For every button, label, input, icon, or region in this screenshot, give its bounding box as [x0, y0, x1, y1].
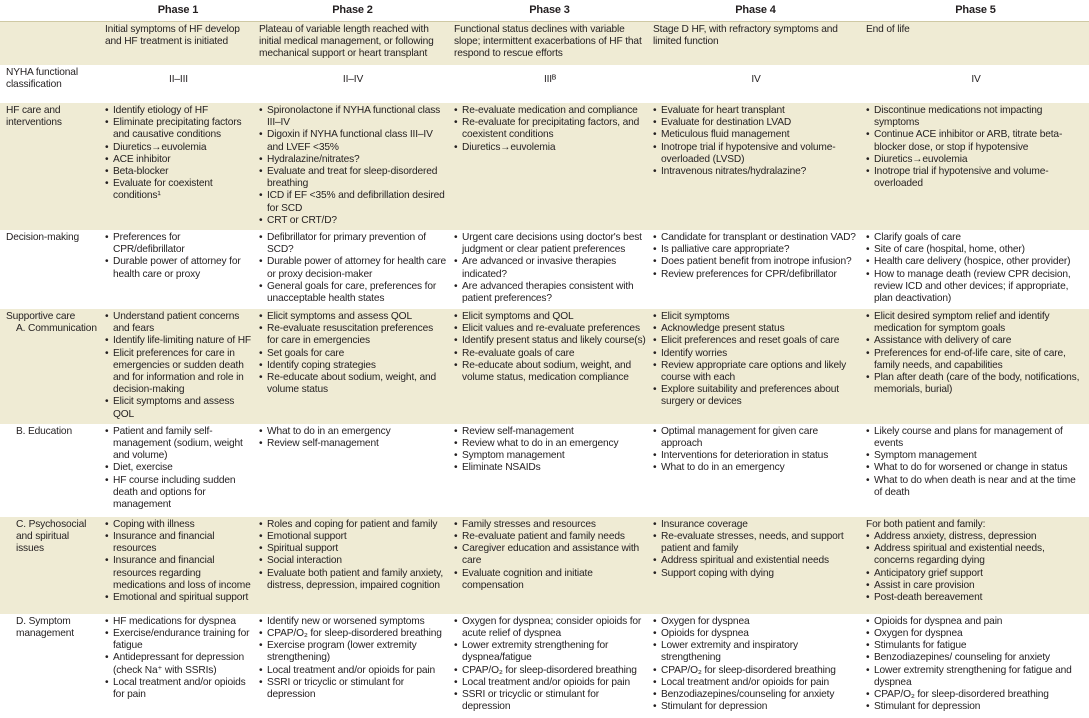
bullet-item: • Re-educate about sodium, weight, and volume status, medication compliance [454, 360, 646, 384]
bullet-item: • Family stresses and resources [454, 519, 646, 531]
bullet-item: • Opioids for dyspnea [653, 628, 859, 640]
bullet-item: • Spiritual support [259, 543, 447, 555]
bullet-list [454, 311, 646, 384]
bullet-list [653, 105, 859, 178]
bullet-item: • Roles and coping for patient and family [259, 519, 447, 531]
bullet-list [105, 105, 252, 203]
phase-header: Phase 3 [450, 0, 649, 22]
bullet-item: • Assist in care provision [866, 580, 1086, 592]
bullet-item: • Is palliative care appropriate? [653, 244, 859, 256]
bullet-item: • Lower extremity strengthening for dyspnea/fatigue [454, 640, 646, 664]
bullet-item: • Insurance and financial resources [105, 531, 252, 555]
bullet-cell [862, 424, 1089, 517]
nyha-class: IIIᴮ [450, 65, 649, 103]
bullet-item: • Does patient benefit from inotrope infusion? [653, 256, 859, 268]
bullet-item: • Exercise program (lower extremity strengthening) [259, 640, 447, 664]
bullet-item: • Identify etiology of HF [105, 105, 252, 117]
bullet-list [454, 519, 646, 592]
bullet-cell [450, 614, 649, 717]
bullet-cell [101, 614, 255, 717]
bullet-item: • Elicit values and re-evaluate preferences [454, 323, 646, 335]
bullet-item: • Inotrope trial if hypotensive and volume-overloaded (LVSD) [653, 142, 859, 166]
bullet-item: • Assistance with delivery of care [866, 335, 1086, 347]
bullet-list [866, 105, 1086, 190]
bullet-list [454, 616, 646, 714]
bullet-item: • Support coping with dying [653, 568, 859, 580]
bullet-item: • Local treatment and/or opioids for pain [105, 677, 252, 701]
bullet-item: • Diuretics→euvolemia [866, 154, 1086, 166]
bullet-item: • Local treatment and/or opioids for pain [653, 677, 859, 689]
symptom-row [0, 614, 1089, 717]
bullet-item: • Optimal management for given care approach [653, 426, 859, 450]
bullet-item: • HF course including sudden death and options for management [105, 475, 252, 512]
bullet-cell [255, 309, 450, 424]
nyha-class: IV [862, 65, 1089, 103]
bullet-item: • Likely course and plans for management of events [866, 426, 1086, 450]
bullet-item: • Durable power of attorney for health care or proxy [105, 256, 252, 280]
bullet-item: • Evaluate for heart transplant [653, 105, 859, 117]
bullet-item: • Clarify goals of care [866, 232, 1086, 244]
bullet-list [454, 105, 646, 154]
bullet-item: • Address spiritual and existential needs, concerns regarding dying [866, 543, 1086, 567]
phase-header-row [0, 0, 1089, 22]
stage-description-row [0, 22, 1089, 66]
bullet-cell [649, 517, 862, 614]
stage-description: Functional status declines with variable slope; intermittent exacerbations of HF that respond to rescue efforts [450, 22, 649, 66]
education-row [0, 424, 1089, 517]
bullet-item: • Eliminate NSAIDs [454, 462, 646, 474]
bullet-list [454, 232, 646, 305]
corner-cell [0, 0, 101, 22]
bullet-cell [255, 230, 450, 309]
bullet-item: • Symptom management [866, 450, 1086, 462]
care-row [0, 103, 1089, 230]
bullet-item: • Patient and family self-management (sodium, weight and volume) [105, 426, 252, 463]
bullet-item: • Stimulant for depression [866, 701, 1086, 713]
bullet-list [259, 426, 447, 450]
bullet-item: • Evaluate cognition and initiate compensation [454, 568, 646, 592]
bullet-item: • Eliminate precipitating factors and causative conditions [105, 117, 252, 141]
bullet-item: • Re-educate about sodium, weight, and volume status [259, 372, 447, 396]
bullet-item: • CRT or CRT/D? [259, 215, 447, 227]
bullet-item: • Elicit preferences and reset goals of care [653, 335, 859, 347]
bullet-item: • Identify present status and likely course(s) [454, 335, 646, 347]
row-label [0, 309, 101, 424]
bullet-list [866, 232, 1086, 305]
bullet-item: • Oxygen for dyspnea [653, 616, 859, 628]
bullet-cell [862, 230, 1089, 309]
bullet-item: • Address anxiety, distress, depression [866, 531, 1086, 543]
cell-intro: For both patient and family: [866, 518, 986, 530]
bullet-item: • Defibrillator for primary prevention of SCD? [259, 232, 447, 256]
bullet-cell [450, 230, 649, 309]
bullet-list [259, 311, 447, 396]
bullet-cell [450, 424, 649, 517]
bullet-item: • CPAP/O₂ for sleep-disordered breathing [454, 665, 646, 677]
bullet-item: • Set goals for care [259, 348, 447, 360]
bullet-item: • CPAP/O₂ for sleep-disordered breathing [653, 665, 859, 677]
bullet-list [259, 616, 447, 701]
bullet-list [653, 616, 859, 714]
bullet-item: • SSRI or tricyclic or stimulant for depression [454, 689, 646, 713]
bullet-list [866, 616, 1086, 714]
bullet-item: • What to do in an emergency [259, 426, 447, 438]
bullet-item: • Lower extremity strengthening for fatigue and dyspnea [866, 665, 1086, 689]
bullet-list [105, 616, 252, 701]
bullet-cell [450, 103, 649, 230]
bullet-item: • Stimulants for fatigue [866, 640, 1086, 652]
row-label: D. Symptom management [0, 614, 101, 717]
bullet-cell [101, 309, 255, 424]
bullet-item: • Plan after death (care of the body, notifications, memorials, burial) [866, 372, 1086, 396]
bullet-list [653, 519, 859, 580]
bullet-item: • Elicit symptoms and assess QOL [259, 311, 447, 323]
bullet-item: • Elicit preferences for care in emergencies or sudden death and for information and role in decision-making [105, 348, 252, 397]
bullet-item: • Review self-management [259, 438, 447, 450]
bullet-item: • CPAP/O₂ for sleep-disordered breathing [866, 689, 1086, 701]
bullet-cell [862, 309, 1089, 424]
bullet-cell [649, 424, 862, 517]
bullet-item: • Insurance coverage [653, 519, 859, 531]
communication-label: A. Communication [16, 323, 97, 335]
bullet-item: • What to do when death is near and at the time of death [866, 475, 1086, 499]
bullet-item: • Candidate for transplant or destination VAD? [653, 232, 859, 244]
bullet-item: • Preferences for CPR/defibrillator [105, 232, 252, 256]
bullet-list [653, 311, 859, 409]
bullet-item: • Review appropriate care options and likely course with each [653, 360, 859, 384]
bullet-item: • Review self-management [454, 426, 646, 438]
bullet-item: • What to do for worsened or change in status [866, 462, 1086, 474]
nyha-class: IV [649, 65, 862, 103]
bullet-item: • Social interaction [259, 555, 447, 567]
bullet-list [866, 426, 1086, 499]
bullet-item: • Emotional support [259, 531, 447, 543]
bullet-item: • Diuretics→euvolemia [454, 142, 646, 154]
bullet-list [259, 105, 447, 227]
bullet-list [653, 426, 859, 475]
bullet-item: • Spironolactone if NYHA functional class III–IV [259, 105, 447, 129]
bullet-item: • Post-death bereavement [866, 592, 1086, 604]
bullet-item: • Stimulant for depression [653, 701, 859, 713]
bullet-item: • Benzodiazepines/counseling for anxiety [653, 689, 859, 701]
bullet-item: • Acknowledge present status [653, 323, 859, 335]
communication-row [0, 309, 1089, 424]
bullet-cell [450, 309, 649, 424]
stage-description: Plateau of variable length reached with initial medical management, or following mechanical support or heart transplant [255, 22, 450, 66]
phase-header: Phase 2 [255, 0, 450, 22]
bullet-cell [862, 103, 1089, 230]
bullet-item: • Hydralazine/nitrates? [259, 154, 447, 166]
bullet-item: • Identify coping strategies [259, 360, 447, 372]
bullet-item: • Explore suitability and preferences about surgery or devices [653, 384, 859, 408]
bullet-item: • HF medications for dyspnea [105, 616, 252, 628]
bullet-cell [649, 614, 862, 717]
bullet-item: • Interventions for deterioration in status [653, 450, 859, 462]
bullet-item: • Beta-blocker [105, 166, 252, 178]
nyha-class: II–IV [255, 65, 450, 103]
bullet-item: • Discontinue medications not impacting symptoms [866, 105, 1086, 129]
bullet-item: • Coping with illness [105, 519, 252, 531]
bullet-list [259, 232, 447, 305]
bullet-item: • Lower extremity and inspiratory strengthening [653, 640, 859, 664]
bullet-cell [649, 103, 862, 230]
psychosocial-row [0, 517, 1089, 614]
bullet-cell [255, 103, 450, 230]
bullet-item: • Re-evaluate medication and compliance [454, 105, 646, 117]
phase-header: Phase 1 [101, 0, 255, 22]
row-label: NYHA functional classification [0, 65, 101, 103]
bullet-item: • Intravenous nitrates/hydralazine? [653, 166, 859, 178]
stage-description: End of life [862, 22, 1089, 66]
bullet-item: • Preferences for end-of-life care, site of care, family needs, and capabilities [866, 348, 1086, 372]
bullet-item: • ICD if EF <35% and defibrillation desired for SCD [259, 190, 447, 214]
bullet-cell [101, 230, 255, 309]
row-label: Decision-making [0, 230, 101, 309]
bullet-item: • Evaluate both patient and family anxiety, distress, depression, impaired cognition [259, 568, 447, 592]
bullet-item: • Understand patient concerns and fears [105, 311, 252, 335]
bullet-item: • Health care delivery (hospice, other provider) [866, 256, 1086, 268]
bullet-item: • How to manage death (review CPR decision, review ICD and other devices; if appropriate, plan deactivation) [866, 269, 1086, 306]
bullet-cell [101, 517, 255, 614]
phase-header: Phase 4 [649, 0, 862, 22]
bullet-item: • General goals for care, preferences for unacceptable health states [259, 281, 447, 305]
bullet-item: • Evaluate for destination LVAD [653, 117, 859, 129]
bullet-item: • Elicit symptoms [653, 311, 859, 323]
bullet-item: • What to do in an emergency [653, 462, 859, 474]
bullet-cell [649, 309, 862, 424]
bullet-item: • Identify life-limiting nature of HF [105, 335, 252, 347]
bullet-item: • Digoxin if NYHA functional class III–IV and LVEF <35% [259, 129, 447, 153]
bullet-item: • Elicit symptoms and QOL [454, 311, 646, 323]
bullet-item: • Elicit symptoms and assess QOL [105, 396, 252, 420]
row-label: B. Education [0, 424, 101, 517]
row-label: C. Psychosocial and spiritual issues [0, 517, 101, 614]
bullet-item: • Evaluate and treat for sleep-disordered breathing [259, 166, 447, 190]
bullet-item: • Local treatment and/or opioids for pain [259, 665, 447, 677]
bullet-item: • Meticulous fluid management [653, 129, 859, 141]
bullet-item: • Inotrope trial if hypotensive and volume-overloaded [866, 166, 1086, 190]
stage-description: Initial symptoms of HF develop and HF treatment is initiated [101, 22, 255, 66]
nyha-row [0, 65, 1089, 103]
bullet-list [866, 531, 1086, 604]
bullet-list [866, 311, 1086, 396]
bullet-item: • Opioids for dyspnea and pain [866, 616, 1086, 628]
bullet-item: • Anticipatory grief support [866, 568, 1086, 580]
bullet-item: • Review what to do in an emergency [454, 438, 646, 450]
bullet-item: • Insurance and financial resources regarding medications and loss of income [105, 555, 252, 592]
bullet-item: • CPAP/O₂ for sleep-disordered breathing [259, 628, 447, 640]
bullet-cell [255, 424, 450, 517]
bullet-cell [649, 230, 862, 309]
row-label [0, 22, 101, 66]
phase-header: Phase 5 [862, 0, 1089, 22]
nyha-class: II–III [101, 65, 255, 103]
bullet-item: • Oxygen for dyspnea [866, 628, 1086, 640]
bullet-item: • Elicit desired symptom relief and identify medication for symptom goals [866, 311, 1086, 335]
bullet-item: • Symptom management [454, 450, 646, 462]
decision-row [0, 230, 1089, 309]
bullet-item: • Oxygen for dyspnea; consider opioids for acute relief of dyspnea [454, 616, 646, 640]
bullet-item: • Diet, exercise [105, 462, 252, 474]
bullet-cell [255, 614, 450, 717]
bullet-cell [450, 517, 649, 614]
bullet-cell [101, 103, 255, 230]
bullet-list [105, 426, 252, 511]
bullet-item: • Identify worries [653, 348, 859, 360]
bullet-item: • Benzodiazepines/ counseling for anxiety [866, 652, 1086, 664]
bullet-item: • Re-evaluate resuscitation preferences for care in emergencies [259, 323, 447, 347]
bullet-item: • Site of care (hospital, home, other) [866, 244, 1086, 256]
bullet-item: • Are advanced or invasive therapies indicated? [454, 256, 646, 280]
bullet-item: • Antidepressant for depression (check Na⁺ with SSRIs) [105, 652, 252, 676]
bullet-item: • Urgent care decisions using doctor's best judgment or clear patient preferences [454, 232, 646, 256]
bullet-item: • Identify new or worsened symptoms [259, 616, 447, 628]
bullet-item: • Re-evaluate for precipitating factors, and coexistent conditions [454, 117, 646, 141]
stage-description: Stage D HF, with refractory symptoms and limited function [649, 22, 862, 66]
bullet-item: • Are advanced therapies consistent with patient preferences? [454, 281, 646, 305]
bullet-item: • Re-evaluate stresses, needs, and support patient and family [653, 531, 859, 555]
bullet-list [105, 519, 252, 604]
bullet-item: • Local treatment and/or opioids for pain [454, 677, 646, 689]
bullet-cell [101, 424, 255, 517]
bullet-item: • Address spiritual and existential needs [653, 555, 859, 567]
bullet-cell [862, 614, 1089, 717]
bullet-item: • Re-evaluate goals of care [454, 348, 646, 360]
bullet-item: • SSRI or tricyclic or stimulant for depression [259, 677, 447, 701]
bullet-cell [255, 517, 450, 614]
bullet-item: • Emotional and spiritual support [105, 592, 252, 604]
supportive-care-label: Supportive care [6, 311, 76, 323]
bullet-item: • ACE inhibitor [105, 154, 252, 166]
bullet-item: • Re-evaluate patient and family needs [454, 531, 646, 543]
bullet-list [653, 232, 859, 281]
bullet-list [105, 311, 252, 421]
bullet-item: • Review preferences for CPR/defibrillator [653, 269, 859, 281]
bullet-cell [862, 517, 1089, 614]
row-label: HF care and interventions [0, 103, 101, 230]
bullet-item: • Continue ACE inhibitor or ARB, titrate beta-blocker dose, or stop if hypotensive [866, 129, 1086, 153]
bullet-list [105, 232, 252, 281]
bullet-item: • Caregiver education and assistance with care [454, 543, 646, 567]
bullet-list [259, 519, 447, 592]
bullet-item: • Exercise/endurance training for fatigue [105, 628, 252, 652]
bullet-item: • Diuretics→euvolemia [105, 142, 252, 154]
bullet-item: • Evaluate for coexistent conditions¹ [105, 178, 252, 202]
bullet-item: • Durable power of attorney for health care or proxy decision-maker [259, 256, 447, 280]
bullet-list [454, 426, 646, 475]
